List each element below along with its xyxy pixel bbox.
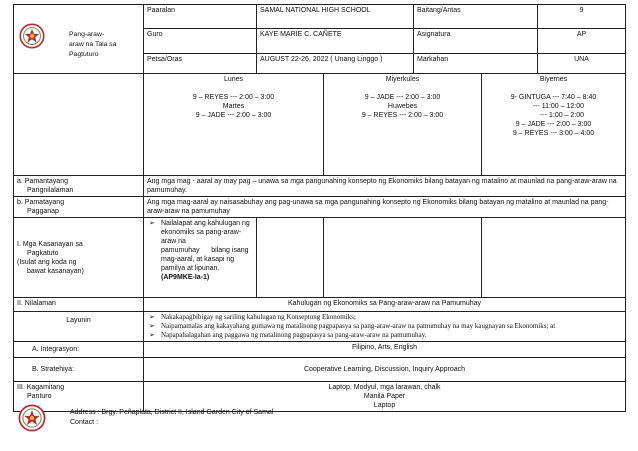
content-label: II. Nilalaman [14,298,144,312]
quarter-label: Markahan [414,54,538,74]
objective-item: ➢ Nakakapagbibigay ng sariling kahulugan ng Konseptong Ekonomiks; [147,313,622,322]
school-seal-icon [19,23,45,49]
competencies-empty-2 [324,218,482,298]
integration-text: Filipino, Arts, English [144,342,626,358]
grade-label: Baitang/Antas [414,5,538,29]
footer-address: Address : Brgy. Peñaplata, District II, Island Garden City of Samal [70,409,274,416]
subject-value: AP [538,29,626,54]
subject-label: Asignatura [414,29,538,54]
competency-item: ➢ Nailalapat ang kahulugan ng ekonomiks sa pang-araw- araw na pamumuhay bilang isang mag-aaral, at kasapi ng pamilya at lipunan. (AP9MKE-Ia-1) [147,219,253,282]
school-label: Paaralan [144,5,257,29]
lesson-log-title: Pang-araw- araw na Tala sa Pagtuturo [69,31,117,58]
competencies-empty [257,218,324,298]
objective-item: ➢ Naipamamalas ang kakayahang gumawa ng matalinong pagpapasya sa pang-araw-araw na pamumuhay na may kaugnayan sa Ekonomiks; at [147,322,622,331]
page-footer [0,400,638,440]
competencies-empty-3 [482,218,626,298]
objectives-label: Layunin [14,312,144,342]
integration-label: A. Integrasyon: [14,342,144,358]
objectives-list [144,312,626,342]
strategy-label: B. Stratehiya: [14,358,144,382]
materials-label: III. Kagamitang Panturo [14,382,144,412]
content-standard-text: Ang mga mag - aaral ay may pag – unawa sa mga pangunahing konsepto ng Ekonomiks bilang batayan ng matalino at maunlad na pang-araw-araw na pamumuhay. [144,176,626,197]
competency-code: (AP9MKE-Ia-1) [161,274,210,281]
performance-standard-label: b. Pamatayang Pagganap [14,197,144,218]
teacher-value: KAYE MARIE C. CAÑETE [257,29,414,54]
objective-item: ➢ Napapahalagahan ang paggawa ng matalinong pagpapasya sa pang-araw-araw na pamumuhay. [147,331,622,340]
schedule-wednesday: Miyerkules 9 – JADE --- 2:00 – 3:00 Huwebes 9 – REYES --- 2:00 – 3:00 [324,74,482,176]
strategy-text: Cooperative Learning, Discussion, Inquiry Approach [144,358,626,382]
performance-standard-text: Ang mga mag-aaral ay naisasabuhay ang pag-unawa sa mga pangunahing konsepto ng Ekonomiks bilang batayan ng matalino at maunlad na pang-araw-araw na pamumuhay [144,197,626,218]
schedule-friday: Biyernes 9- GINTUGA --- 7:40 – 8:40 --- 11:00 – 12:00 --- 1:00 – 2:00 9 – JADE --- 2:00 – 3:00 9 – REYES --- 3:00 – 4:00 [482,74,626,176]
title-cell [14,5,144,74]
grade-value: 9 [538,5,626,29]
materials-text: Laptop, Modyul, mga larawan, chalk Manila Paper Laptop [144,382,626,412]
quarter-value: UNA [538,54,626,74]
school-value: SAMAL NATIONAL HIGH SCHOOL [257,5,414,29]
content-standard-label: a. Pamantayang Pangnilalaman [14,176,144,197]
competencies-text [144,218,257,298]
date-label: Petsa/Oras [144,54,257,74]
date-value: AUGUST 22-26, 2022 ( Unang Linggo ) [257,54,414,74]
schedule-empty-cell [14,74,144,176]
footer-text [70,408,273,428]
school-seal-icon [18,404,46,432]
schedule-monday: Lunes 9 – REYES --- 2:00 – 3:00 Martes 9 – JADE --- 2:00 – 3:00 [144,74,324,176]
teacher-label: Guro [144,29,257,54]
footer-contact: Contact : [70,419,99,426]
content-text: Kahulugan ng Ekonomiks sa Pang-araw-araw na Pamumuhay [144,298,626,312]
lesson-log-table [13,4,626,412]
competencies-label: I. Mga Kasanayan sa Pagkatuto (Isulat ang koda ng bawat kasanayan) [14,218,144,298]
